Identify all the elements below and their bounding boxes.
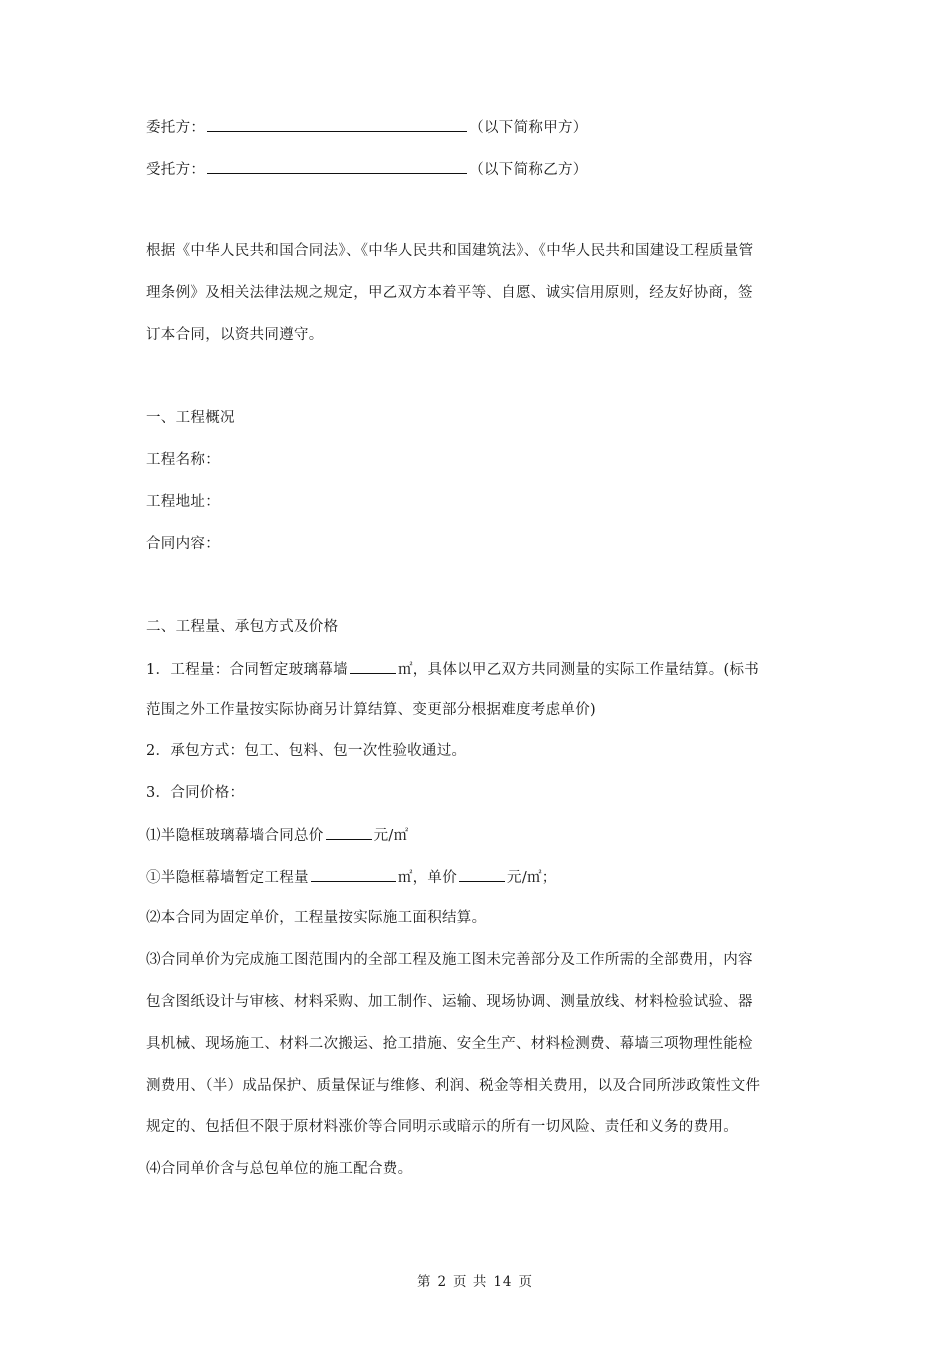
contractor-suffix: （以下简称乙方） bbox=[469, 162, 588, 178]
sub3-line-5: 规定的、包括但不限于原材料涨价等合同明示或暗示的所有一切风险、责任和义务的费用。 bbox=[146, 1119, 738, 1135]
project-address-label: 工程地址： bbox=[146, 494, 220, 510]
section2-heading: 二、工程量、承包方式及价格 bbox=[146, 619, 339, 635]
sub4-line: ⑷合同单价含与总包单位的施工配合费。 bbox=[146, 1161, 413, 1177]
item1-continuation: 范围之外工作量按实际协商另计算结算、变更部分根据难度考虑单价) bbox=[146, 702, 596, 718]
client-line bbox=[146, 117, 588, 138]
contractor-line bbox=[146, 159, 588, 180]
page-footer bbox=[0, 1270, 950, 1290]
sub1-line bbox=[146, 825, 408, 846]
intro-line-3: 订本合同，以资共同遵守。 bbox=[146, 327, 324, 343]
footer-suffix: 页 bbox=[518, 1274, 534, 1290]
item1-suffix: ㎡，具体以甲乙双方共同测量的实际工作量结算。(标书 bbox=[397, 662, 760, 678]
client-label: 委托方： bbox=[146, 120, 206, 136]
glass-area-blank[interactable] bbox=[350, 659, 396, 674]
total-price-blank[interactable] bbox=[326, 825, 372, 840]
sub3-line-1: ⑶合同单价为完成施工图范围内的全部工程及施工图未完善部分及工作所需的全部费用，内容 bbox=[146, 952, 753, 968]
footer-prefix: 第 bbox=[416, 1274, 432, 1290]
intro-line-2: 理条例》及相关法律法规之规定，甲乙双方本着平等、自愿、诚实信用原则，经友好协商，签 bbox=[146, 285, 753, 301]
sub3-line-4: 测费用、（半）成品保护、质量保证与维修、利润、税金等相关费用，以及合同所涉政策性文件 bbox=[146, 1078, 761, 1094]
footer-mid: 页 共 bbox=[453, 1274, 488, 1290]
item1-prefix: 1．工程量：合同暂定玻璃幕墙 bbox=[146, 662, 348, 678]
contractor-blank[interactable] bbox=[207, 159, 467, 174]
sub1a-line bbox=[146, 867, 557, 888]
item2-line: 2．承包方式：包工、包料、包一次性验收通过。 bbox=[146, 743, 467, 759]
section1-heading: 一、工程概况 bbox=[146, 410, 235, 426]
sub1a-suffix: 元/㎡； bbox=[507, 870, 557, 886]
client-suffix: （以下简称甲方） bbox=[469, 120, 588, 136]
sub2-line: ⑵本合同为固定单价，工程量按实际施工面积结算。 bbox=[146, 910, 487, 926]
sub1a-prefix: ①半隐框幕墙暂定工程量 bbox=[146, 870, 309, 886]
item3-line: 3．合同价格： bbox=[146, 785, 245, 801]
contract-content-label: 合同内容： bbox=[146, 536, 220, 552]
project-name-label: 工程名称： bbox=[146, 452, 220, 468]
curtain-area-blank[interactable] bbox=[311, 867, 396, 882]
contractor-label: 受托方： bbox=[146, 162, 206, 178]
footer-total-pages: 14 bbox=[493, 1274, 513, 1290]
footer-page-number: 2 bbox=[437, 1274, 448, 1290]
sub3-line-3: 具机械、现场施工、材料二次搬运、抢工措施、安全生产、材料检测费、幕墙三项物理性能检 bbox=[146, 1036, 753, 1052]
unit-price-blank[interactable] bbox=[459, 867, 505, 882]
sub1-prefix: ⑴半隐框玻璃幕墙合同总价 bbox=[146, 828, 324, 844]
item1-line bbox=[146, 659, 759, 680]
sub1-suffix: 元/㎡ bbox=[373, 828, 409, 844]
intro-line-1: 根据《中华人民共和国合同法》、《中华人民共和国建筑法》、《中华人民共和国建设工程质量管 bbox=[146, 243, 754, 259]
sub3-line-2: 包含图纸设计与审核、材料采购、加工制作、运输、现场协调、测量放线、材料检验试验、器 bbox=[146, 994, 753, 1010]
sub1a-mid: ㎡，单价 bbox=[397, 870, 458, 886]
client-blank[interactable] bbox=[207, 117, 467, 132]
